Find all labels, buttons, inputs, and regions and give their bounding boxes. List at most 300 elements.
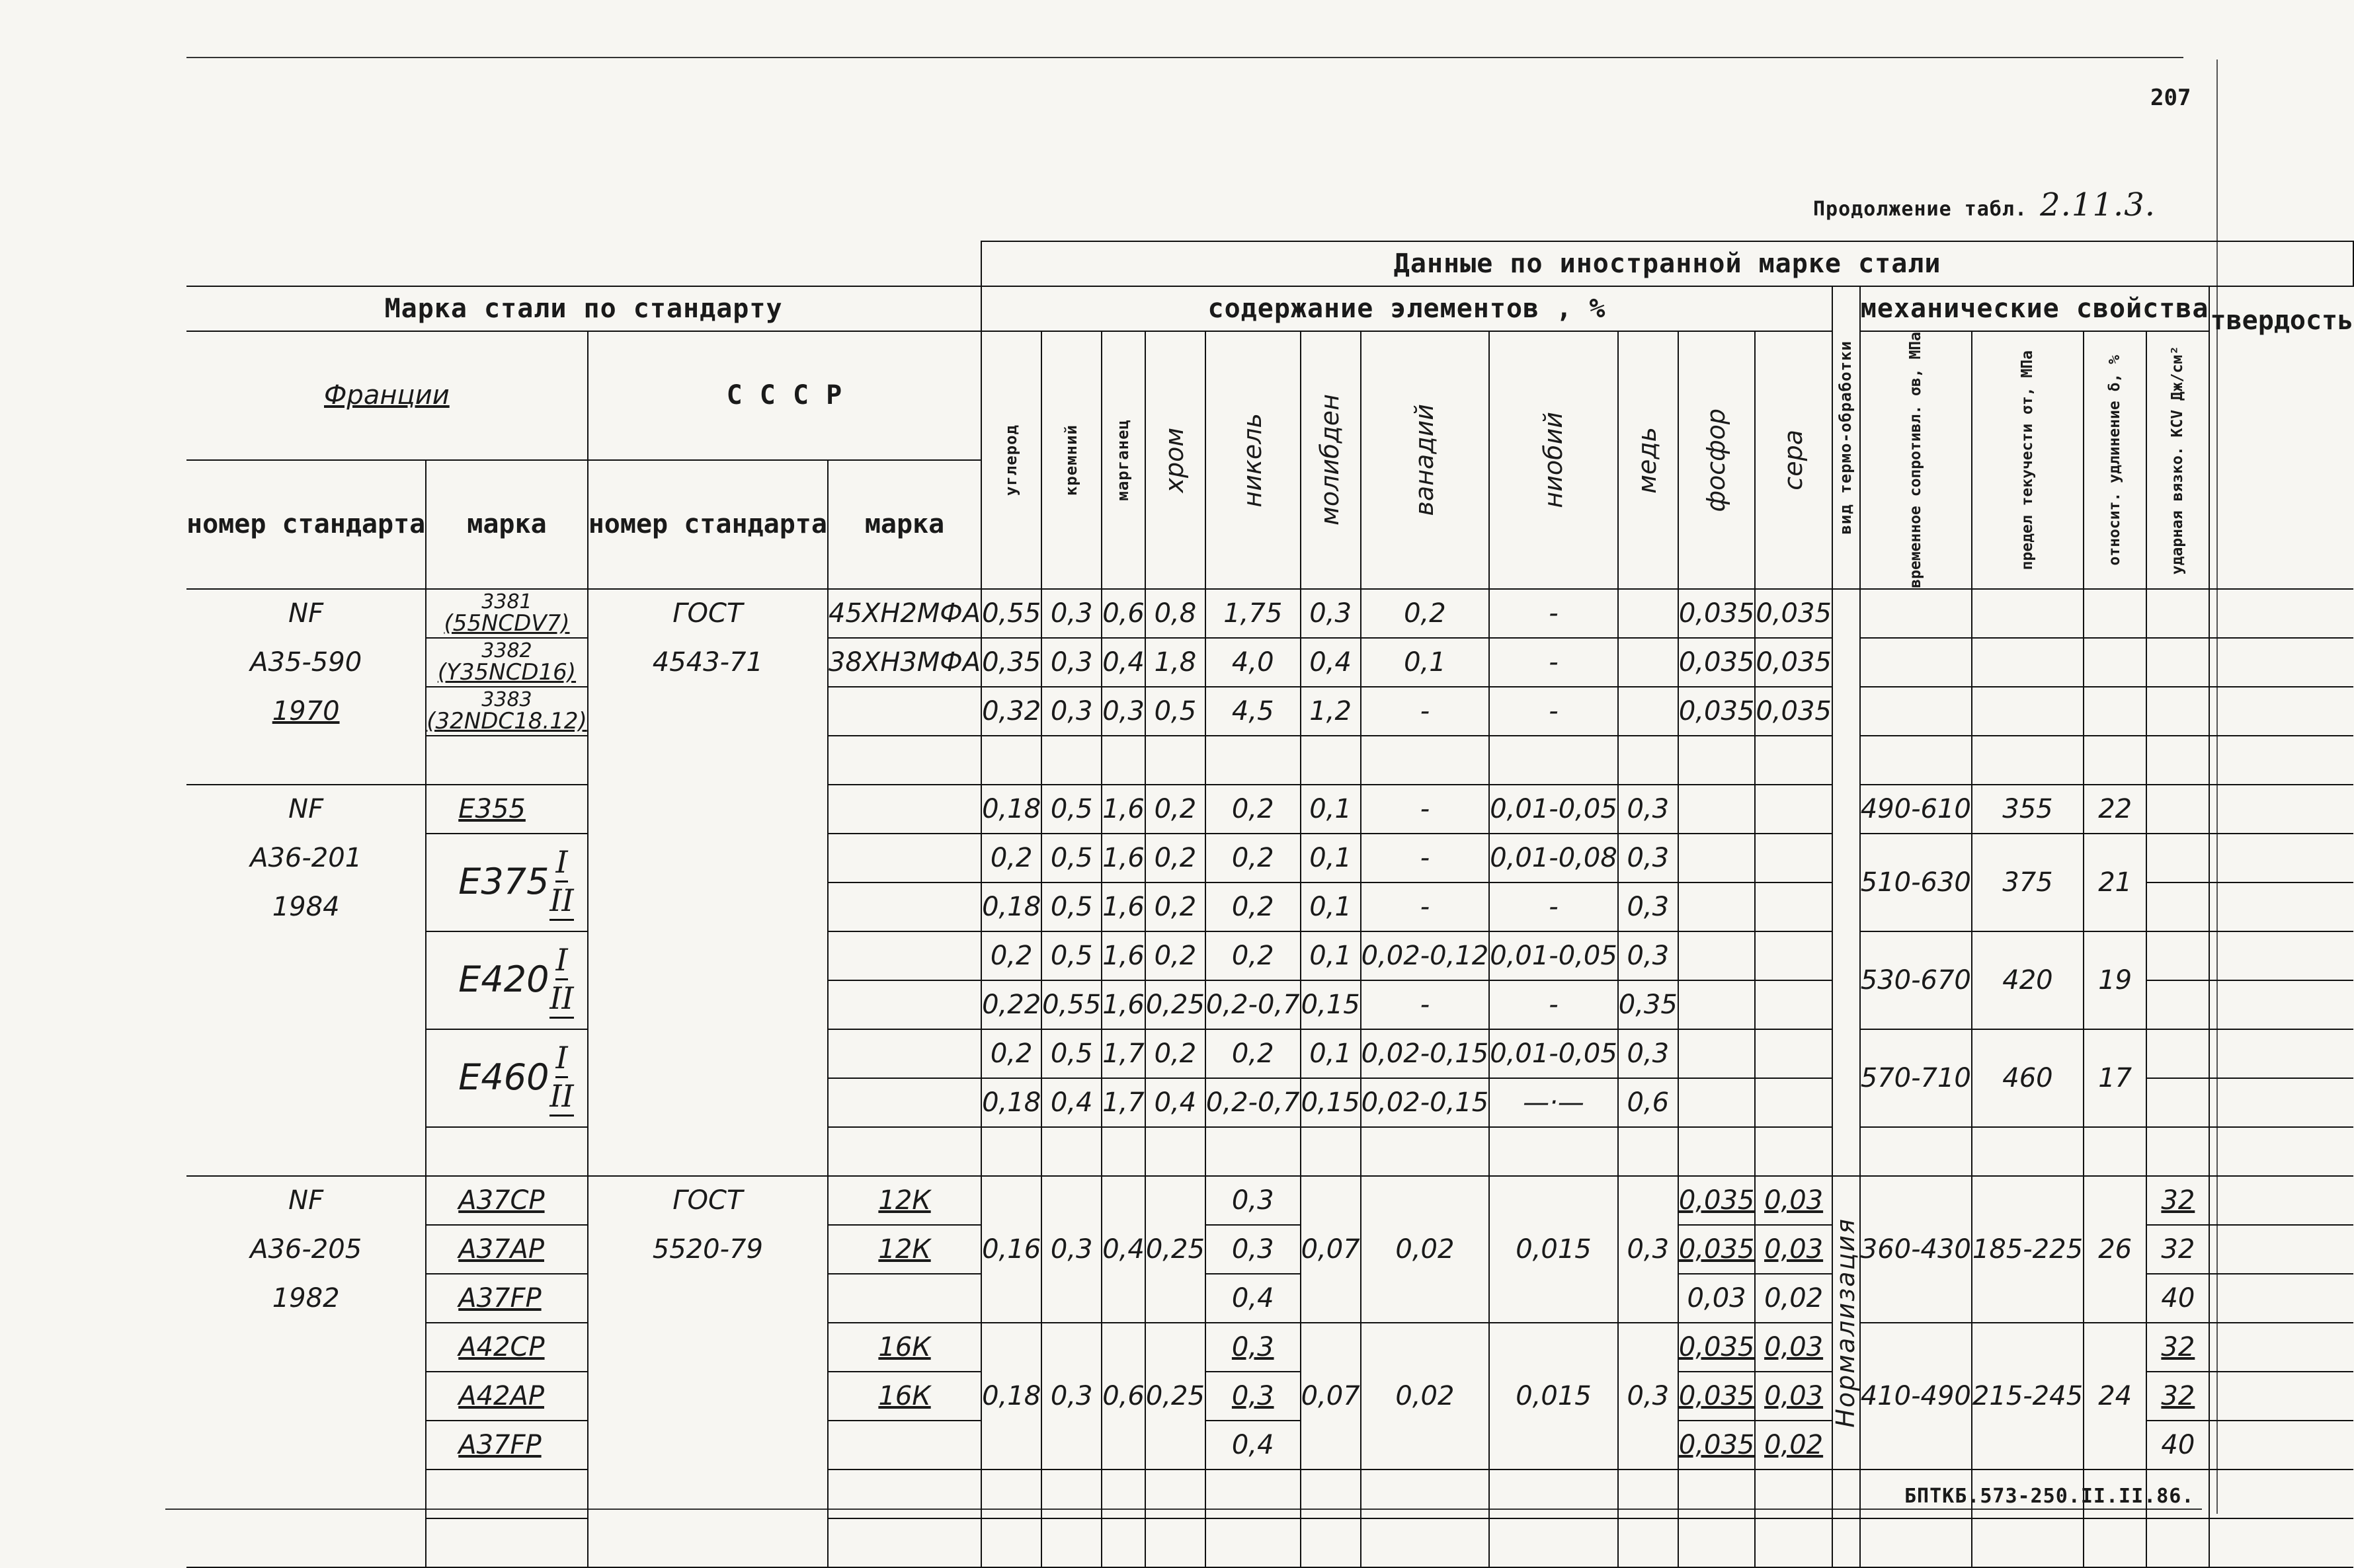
g1r1-treatment: [1832, 638, 1860, 687]
g1-grade: 3382 (Y35NCD16): [426, 638, 587, 687]
g1r0-mo: 0,3: [1301, 589, 1361, 638]
g1r2-cr: 0,5: [1145, 687, 1205, 736]
g2r1-cu: 0,3: [1618, 834, 1678, 882]
g2r3-treatment: [1832, 931, 1860, 980]
header-grade-by-standard: Марка стали по стандарту: [186, 286, 981, 331]
g3r0-p: 0,035: [1678, 1176, 1756, 1225]
g2r2-p: [1678, 882, 1756, 931]
empty-row-mn: [1102, 1518, 1145, 1567]
empty-row-cu: [1618, 1518, 1678, 1567]
g2r0-treatment: [1832, 785, 1860, 834]
g3-grade-5: A37FP: [426, 1421, 587, 1470]
g2r3-ni: 0,2: [1205, 931, 1301, 980]
empty-row-grade: [426, 1470, 587, 1518]
g2r5-treatment: [1832, 1029, 1860, 1078]
page-number: 207: [2150, 85, 2191, 111]
g1r1-tensile: [1860, 638, 1972, 687]
gap2-nb: [1489, 1127, 1618, 1176]
g2-grade-e420: E420 I II: [426, 931, 587, 1029]
g1r1-nb: -: [1489, 638, 1618, 687]
g2r6-impact: [2146, 1078, 2209, 1127]
g3-ussr-grade-2: [828, 1274, 981, 1323]
g2r5-hard: [2209, 1029, 2353, 1078]
g2-elong-0: 22: [2084, 785, 2146, 834]
g3-ussr-std-1: 5520-79: [588, 1225, 828, 1274]
g3-std-cont: [186, 1323, 426, 1372]
g2-tensile-0: 490-610: [1860, 785, 1972, 834]
g1r1-yield: [1972, 638, 2084, 687]
g3r1-kcv: 32: [2146, 1225, 2209, 1274]
empty-row-v: [1361, 1470, 1490, 1518]
g2-ussr-std: [588, 785, 828, 834]
g3-ussr-grade-3: 16К: [828, 1323, 981, 1372]
g3-heat-treatment: Нормализация: [1832, 1176, 1860, 1470]
g1r2-cu: [1618, 687, 1678, 736]
empty-row-cu: [1618, 1470, 1678, 1518]
g2r2-mn: 1,6: [1102, 882, 1145, 931]
g3b2-cu: 0,3: [1618, 1323, 1678, 1470]
g1r0-treatment: [1832, 589, 1860, 638]
g1r0-v: 0,2: [1361, 589, 1490, 638]
g1r2-treatment: [1832, 687, 1860, 736]
g3-grade-4: A42AP: [426, 1372, 587, 1421]
g1r2-hard: [2209, 687, 2353, 736]
gap1-std: [186, 736, 426, 785]
g2-tensile-1: 510-630: [1860, 834, 1972, 931]
header-niobium: ниобий: [1489, 331, 1618, 589]
gap2-tensile: [1860, 1127, 1972, 1176]
g2r0-cr: 0,2: [1145, 785, 1205, 834]
g2r6-mo: 0,15: [1301, 1078, 1361, 1127]
g3r5-s: 0,02: [1755, 1421, 1832, 1470]
g2r6-p: [1678, 1078, 1756, 1127]
g1-std-1: A35-590: [186, 638, 426, 687]
empty-row-p: [1678, 1470, 1756, 1518]
g3r2-hard: [2209, 1274, 2353, 1323]
g2-ussr-grade: [828, 785, 981, 834]
g2r2-treatment: [1832, 882, 1860, 931]
gap2-v: [1361, 1127, 1490, 1176]
g1-ussr-std-0: ГОСТ: [588, 589, 828, 638]
g2r0-hard: [2209, 785, 2353, 834]
g3b1-tensile: 360-430: [1860, 1176, 1972, 1323]
g3-grade-3: A42CP: [426, 1323, 587, 1372]
g1r2-mn: 0,3: [1102, 687, 1145, 736]
g2r1-ni: 0,2: [1205, 834, 1301, 882]
g2r0-c: 0,18: [981, 785, 1041, 834]
g1r2-nb: -: [1489, 687, 1618, 736]
g2r4-mn: 1,6: [1102, 980, 1145, 1029]
gap1-grade: [426, 736, 587, 785]
g3r3-hard: [2209, 1323, 2353, 1372]
g2r4-mo: 0,15: [1301, 980, 1361, 1029]
header-heat-treatment: вид термо-обработки: [1832, 286, 1860, 589]
g2-ussr-grade: [828, 931, 981, 980]
header-impact: ударная вязко. KCV Дж/см²: [2146, 331, 2209, 589]
g2-yield-3: 460: [1972, 1029, 2084, 1127]
g3-grade-2: A37FP: [426, 1274, 587, 1323]
g2r5-p: [1678, 1029, 1756, 1078]
empty-row-s: [1755, 1470, 1832, 1518]
g2r2-v: -: [1361, 882, 1490, 931]
caption-number: 2.11.3.: [2040, 186, 2156, 223]
g1r1-c: 0,35: [981, 638, 1041, 687]
g3r0-hard: [2209, 1176, 2353, 1225]
empty-row-si: [1041, 1470, 1102, 1518]
g2r3-si: 0,5: [1041, 931, 1102, 980]
g2r6-treatment: [1832, 1078, 1860, 1127]
g1r1-ni: 4,0: [1205, 638, 1301, 687]
g1r2-impact: [2146, 687, 2209, 736]
g3r1-hard: [2209, 1225, 2353, 1274]
gap1-v: [1361, 736, 1490, 785]
g2r3-mo: 0,1: [1301, 931, 1361, 980]
g3b1-mo: 0,07: [1301, 1176, 1361, 1323]
empty-row-yield: [1972, 1518, 2084, 1567]
gap2-cr: [1145, 1127, 1205, 1176]
g2r6-nb: —·—: [1489, 1078, 1618, 1127]
g2r2-ni: 0,2: [1205, 882, 1301, 931]
g2-ussr-grade: [828, 1078, 981, 1127]
g2r0-cu: 0,3: [1618, 785, 1678, 834]
g3b1-si: 0,3: [1041, 1176, 1102, 1323]
g2-std-0: NF: [186, 785, 426, 834]
g1r2-p: 0,035: [1678, 687, 1756, 736]
g2r3-s: [1755, 931, 1832, 980]
g2r6-cr: 0,4: [1145, 1078, 1205, 1127]
header-sulfur: сера: [1755, 331, 1832, 589]
g1-ussr-grade: [828, 687, 981, 736]
g2r5-nb: 0,01-0,05: [1489, 1029, 1618, 1078]
g1r1-s: 0,035: [1755, 638, 1832, 687]
g3r5-ni: 0,4: [1205, 1421, 1301, 1470]
g3-std-1: A36-205: [186, 1225, 426, 1274]
g3r4-ni: 0,3: [1205, 1372, 1301, 1421]
g2r3-v: 0,02-0,12: [1361, 931, 1490, 980]
gap2-impact: [2146, 1127, 2209, 1176]
g3r0-ni: 0,3: [1205, 1176, 1301, 1225]
g3-ussr-std-cont: [588, 1421, 828, 1470]
g2-ussr-std: [588, 882, 828, 931]
g2r1-cr: 0,2: [1145, 834, 1205, 882]
header-copper: медь: [1618, 331, 1678, 589]
g2-elong-1: 21: [2084, 834, 2146, 931]
gap2-s: [1755, 1127, 1832, 1176]
g3r2-kcv: 40: [2146, 1274, 2209, 1323]
g1r0-elong: [2084, 589, 2146, 638]
g3b1-nb: 0,015: [1489, 1176, 1618, 1323]
g3b1-cu: 0,3: [1618, 1176, 1678, 1323]
g3b2-nb: 0,015: [1489, 1323, 1618, 1470]
header-element-content: содержание элементов , %: [981, 286, 1832, 331]
g2r6-s: [1755, 1078, 1832, 1127]
g2r3-c: 0,2: [981, 931, 1041, 980]
empty-row-ni: [1205, 1518, 1301, 1567]
g2r0-impact: [2146, 785, 2209, 834]
gap1-cu: [1618, 736, 1678, 785]
g3b2-mo: 0,07: [1301, 1323, 1361, 1470]
g2-yield-1: 375: [1972, 834, 2084, 931]
g2-grade-e355: E355: [426, 785, 587, 834]
g2r4-cu: 0,35: [1618, 980, 1678, 1029]
header-mechanical-properties: механические свойства: [1860, 286, 2210, 331]
g1r0-cr: 0,8: [1145, 589, 1205, 638]
g2r2-nb: -: [1489, 882, 1618, 931]
g2r4-nb: -: [1489, 980, 1618, 1029]
empty-row-ussr-grade: [828, 1470, 981, 1518]
g1r1-elong: [2084, 638, 2146, 687]
g3r1-s: 0,03: [1755, 1225, 1832, 1274]
gap1-si: [1041, 736, 1102, 785]
g2r2-cu: 0,3: [1618, 882, 1678, 931]
g1-ussr-std-cont: [588, 687, 828, 736]
gap1-p: [1678, 736, 1756, 785]
g3r3-s: 0,03: [1755, 1323, 1832, 1372]
g1-ussr-std-1: 4543-71: [588, 638, 828, 687]
g2r4-si: 0,55: [1041, 980, 1102, 1029]
g2-ussr-std: [588, 1029, 828, 1078]
g2r6-hard: [2209, 1078, 2353, 1127]
g3-ussr-std-cont: [588, 1323, 828, 1372]
gap2-ussr-grade: [828, 1127, 981, 1176]
g3b1-elong: 26: [2084, 1176, 2146, 1323]
gap2-c: [981, 1127, 1041, 1176]
header-phosphorus: фосфор: [1678, 331, 1756, 589]
g3r5-hard: [2209, 1421, 2353, 1470]
g2r3-cr: 0,2: [1145, 931, 1205, 980]
g3-grade-1: A37AP: [426, 1225, 587, 1274]
g2r0-ni: 0,2: [1205, 785, 1301, 834]
g2r3-impact: [2146, 931, 2209, 980]
g2r4-hard: [2209, 980, 2353, 1029]
g2r1-c: 0,2: [981, 834, 1041, 882]
g2r5-cu: 0,3: [1618, 1029, 1678, 1078]
g2r6-cu: 0,6: [1618, 1078, 1678, 1127]
g2r1-nb: 0,01-0,08: [1489, 834, 1618, 882]
g3r4-p: 0,035: [1678, 1372, 1756, 1421]
g2-ussr-grade: [828, 834, 981, 882]
g2r6-v: 0,02-0,15: [1361, 1078, 1490, 1127]
g3r2-ni: 0,4: [1205, 1274, 1301, 1323]
empty-row-si: [1041, 1518, 1102, 1567]
g1r0-cu: [1618, 589, 1678, 638]
gap1-cr: [1145, 736, 1205, 785]
gap2-p: [1678, 1127, 1756, 1176]
g3r3-kcv: 32: [2146, 1323, 2209, 1372]
g1r0-hard: [2209, 589, 2353, 638]
g3b2-yield: 215-245: [1972, 1323, 2084, 1470]
g2r6-ni: 0,2-0,7: [1205, 1078, 1301, 1127]
empty-row-mn: [1102, 1470, 1145, 1518]
g1r2-elong: [2084, 687, 2146, 736]
empty-row-v: [1361, 1518, 1490, 1567]
g3-ussr-grade-0: 12К: [828, 1176, 981, 1225]
header-elongation: относит. удлинение δ, %: [2084, 331, 2146, 589]
g1r0-nb: -: [1489, 589, 1618, 638]
g1r2-ni: 4,5: [1205, 687, 1301, 736]
header-chromium: хром: [1145, 331, 1205, 589]
gap2-ussr-std: [588, 1127, 828, 1176]
g2r1-mn: 1,6: [1102, 834, 1145, 882]
g2r3-cu: 0,3: [1618, 931, 1678, 980]
gap2-grade: [426, 1127, 587, 1176]
gap1-yield: [1972, 736, 2084, 785]
g2r4-treatment: [1832, 980, 1860, 1029]
empty-row-p: [1678, 1518, 1756, 1567]
header-fr-std-no: номер стандарта: [186, 460, 426, 589]
header-ussr: С С С Р: [588, 331, 981, 460]
g1-ussr-grade: 38ХН3МФА: [828, 638, 981, 687]
g2r4-s: [1755, 980, 1832, 1029]
gap1-nb: [1489, 736, 1618, 785]
empty-row-c: [981, 1518, 1041, 1567]
gap2-si: [1041, 1127, 1102, 1176]
empty-row-tensile: [1860, 1518, 1972, 1567]
g2r0-mn: 1,6: [1102, 785, 1145, 834]
g1r0-yield: [1972, 589, 2084, 638]
gap1-elong: [2084, 736, 2146, 785]
g2r1-impact: [2146, 834, 2209, 882]
g2-yield-2: 420: [1972, 931, 2084, 1029]
gap2-std: [186, 1127, 426, 1176]
empty-row-mo: [1301, 1470, 1361, 1518]
g1r1-si: 0,3: [1041, 638, 1102, 687]
g3r2-p: 0,03: [1678, 1274, 1756, 1323]
document-code: БПТКБ.573-250.II.II.86.: [1904, 1485, 2195, 1508]
g1r1-p: 0,035: [1678, 638, 1756, 687]
empty-row-std: [186, 1470, 426, 1518]
empty-row-elong: [2084, 1518, 2146, 1567]
g2-tensile-2: 530-670: [1860, 931, 1972, 1029]
g2r4-impact: [2146, 980, 2209, 1029]
g2r1-hard: [2209, 834, 2353, 882]
g3r0-s: 0,03: [1755, 1176, 1832, 1225]
gap1-mn: [1102, 736, 1145, 785]
g2r3-hard: [2209, 931, 2353, 980]
gap1-mo: [1301, 736, 1361, 785]
g2-ussr-grade: [828, 980, 981, 1029]
header-carbon: углерод: [981, 331, 1041, 589]
empty-row-grade: [426, 1518, 587, 1567]
g2r0-p: [1678, 785, 1756, 834]
header-molybdenum: молибден: [1301, 331, 1361, 589]
g2-std-2: 1984: [186, 882, 426, 931]
g2r5-v: 0,02-0,15: [1361, 1029, 1490, 1078]
g1r2-tensile: [1860, 687, 1972, 736]
empty-row-hard: [2209, 1518, 2353, 1567]
g2r5-cr: 0,2: [1145, 1029, 1205, 1078]
g2r6-c: 0,18: [981, 1078, 1041, 1127]
g3-std-cont: [186, 1421, 426, 1470]
gap2-mo: [1301, 1127, 1361, 1176]
g3-std-cont: [186, 1372, 426, 1421]
g3b1-yield: 185-225: [1972, 1176, 2084, 1323]
g3-ussr-grade-5: [828, 1421, 981, 1470]
g3-std-2: 1982: [186, 1274, 426, 1323]
g2r0-nb: 0,01-0,05: [1489, 785, 1618, 834]
g2r2-s: [1755, 882, 1832, 931]
g2r0-s: [1755, 785, 1832, 834]
header-tensile: временное сопротивл. σв, МПа: [1860, 331, 1972, 589]
empty-row-s: [1755, 1518, 1832, 1567]
g1r2-s: 0,035: [1755, 687, 1832, 736]
empty-row-hard: [2209, 1470, 2353, 1518]
g2-ussr-std: [588, 980, 828, 1029]
g2-elong-2: 19: [2084, 931, 2146, 1029]
gap2-hard: [2209, 1127, 2353, 1176]
gap2-treatment: [1832, 1127, 1860, 1176]
g2-grade-e460: E460 I II: [426, 1029, 587, 1127]
gap1-tensile: [1860, 736, 1972, 785]
header-manganese: марганец: [1102, 331, 1145, 589]
g1r1-cu: [1618, 638, 1678, 687]
g3-std-0: NF: [186, 1176, 426, 1225]
g3r1-ni: 0,3: [1205, 1225, 1301, 1274]
g2r5-impact: [2146, 1029, 2209, 1078]
g1-grade: 3381 (55NCDV7): [426, 589, 587, 638]
g2r6-si: 0,4: [1041, 1078, 1102, 1127]
header-spacer: [186, 241, 981, 286]
g2-ussr-grade: [828, 882, 981, 931]
gap1-ussr-std: [588, 736, 828, 785]
g3r3-p: 0,035: [1678, 1323, 1756, 1372]
g2r5-si: 0,5: [1041, 1029, 1102, 1078]
g2r5-ni: 0,2: [1205, 1029, 1301, 1078]
gap2-elong: [2084, 1127, 2146, 1176]
g1r0-impact: [2146, 589, 2209, 638]
header-foreign-data: Данные по иностранной марке стали: [981, 241, 2353, 286]
g2r2-si: 0,5: [1041, 882, 1102, 931]
g3b2-v: 0,02: [1361, 1323, 1490, 1470]
gap2-yield: [1972, 1127, 2084, 1176]
g3b2-si: 0,3: [1041, 1323, 1102, 1470]
g1r0-p: 0,035: [1678, 589, 1756, 638]
gap1-s: [1755, 736, 1832, 785]
g3r0-kcv: 32: [2146, 1176, 2209, 1225]
empty-row-cr: [1145, 1518, 1205, 1567]
g2r2-cr: 0,2: [1145, 882, 1205, 931]
g2r2-impact: [2146, 882, 2209, 931]
g1r0-si: 0,3: [1041, 589, 1102, 638]
g2r1-mo: 0,1: [1301, 834, 1361, 882]
g2r0-si: 0,5: [1041, 785, 1102, 834]
g2-ussr-std: [588, 931, 828, 980]
g2r1-p: [1678, 834, 1756, 882]
header-yield: предел текучести σт, МПа: [1972, 331, 2084, 589]
gap2-ni: [1205, 1127, 1301, 1176]
g2r1-s: [1755, 834, 1832, 882]
g2r5-s: [1755, 1029, 1832, 1078]
g2-ussr-std: [588, 1078, 828, 1127]
g3r4-hard: [2209, 1372, 2353, 1421]
g1-ussr-grade: 45ХН2МФА: [828, 589, 981, 638]
empty-row-treatment: [1832, 1470, 1860, 1518]
steel-grades-table: [186, 241, 2354, 1568]
g2-std-cont: [186, 1078, 426, 1127]
g2-grade-e375: E375 I II: [426, 834, 587, 931]
g2r0-v: -: [1361, 785, 1490, 834]
g1r2-mo: 1,2: [1301, 687, 1361, 736]
g1r1-mn: 0,4: [1102, 638, 1145, 687]
gap2-cu: [1618, 1127, 1678, 1176]
g2r5-mn: 1,7: [1102, 1029, 1145, 1078]
g3b2-cr: 0,25: [1145, 1323, 1205, 1470]
g3b1-mn: 0,4: [1102, 1176, 1145, 1323]
g2-std-1: A36-201: [186, 834, 426, 882]
g3r1-p: 0,035: [1678, 1225, 1756, 1274]
header-silicon: кремний: [1041, 331, 1102, 589]
header-vanadium: ванадий: [1361, 331, 1490, 589]
